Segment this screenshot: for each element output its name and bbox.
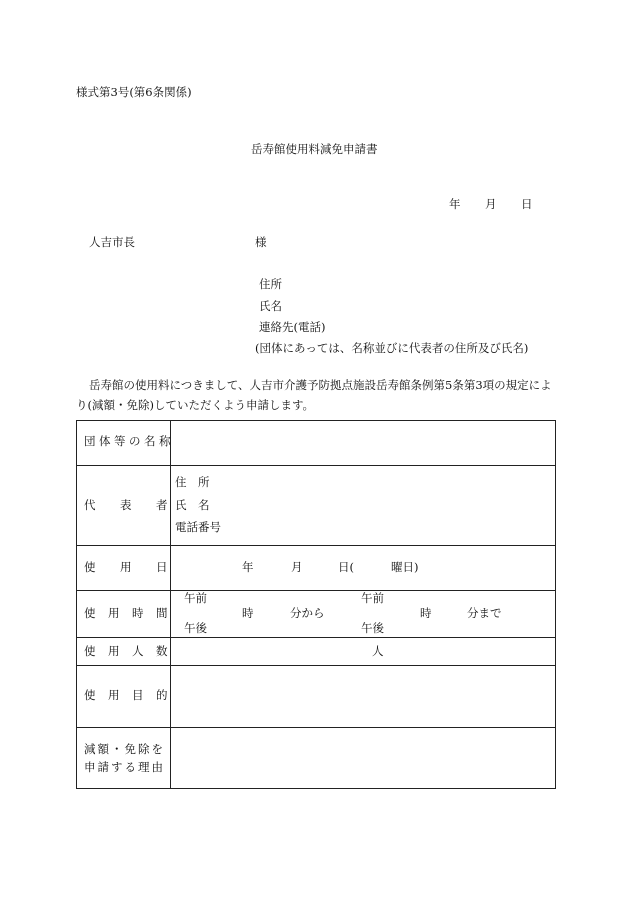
table-row-divider: [76, 590, 556, 591]
table-border-left: [76, 420, 77, 789]
representative-label-char: 代: [84, 498, 96, 512]
reason-label-line-2: 申請する理由: [84, 760, 165, 774]
table-row-divider: [76, 465, 556, 466]
table-row-divider: [76, 637, 556, 638]
table-row-divider: [76, 727, 556, 728]
group-name-field[interactable]: [176, 426, 548, 460]
table-border-right: [555, 420, 556, 789]
use-time-label-char: 間: [156, 606, 168, 620]
body-text-line-1: 岳寿館の使用料につきまして、人吉市介護予防拠点施設岳寿館条例第5条第3項の規定によ: [89, 378, 552, 392]
use-people-unit: 人: [372, 644, 384, 658]
table-row-divider: [76, 665, 556, 666]
use-time-hour-end: 時: [420, 606, 432, 620]
use-date-month: 月: [291, 560, 303, 574]
use-time-label-char: 用: [108, 606, 120, 620]
use-time-pm-end[interactable]: 午後: [361, 621, 384, 635]
group-name-label: 団体等の名称: [84, 434, 174, 448]
applicant-note: (団体にあっては、名称並びに代表者の住所及び氏名): [255, 341, 529, 355]
use-purpose-label-char: 用: [108, 688, 120, 702]
use-date-label-char: 使: [84, 560, 96, 574]
representative-label-char: 表: [120, 498, 132, 512]
representative-label-char: 者: [156, 498, 168, 512]
use-time-am-start[interactable]: 午前: [184, 591, 207, 605]
applicant-name-label: 氏名: [259, 299, 282, 313]
date-year-label: 年: [449, 197, 461, 211]
use-date-weekday: 曜日): [391, 560, 419, 574]
use-time-label-char: 時: [132, 606, 144, 620]
use-time-hour-start: 時: [242, 606, 254, 620]
table-column-divider: [170, 420, 171, 789]
applicant-address-label: 住所: [259, 277, 282, 291]
table-border-bottom: [76, 788, 556, 789]
representative-phone-label: 電話番号: [175, 520, 221, 534]
use-purpose-label-char: 目: [132, 688, 144, 702]
use-time-pm-start[interactable]: 午後: [184, 621, 207, 635]
reason-label-line-1: 減額・免除を: [84, 742, 165, 756]
addressee-honorific: 様: [255, 235, 267, 249]
use-people-label-char: 人: [132, 644, 144, 658]
use-date-label-char: 日: [156, 560, 168, 574]
use-date-day: 日(: [338, 560, 354, 574]
use-time-label-char: 使: [84, 606, 96, 620]
use-time-minute-from: 分から: [290, 606, 325, 620]
body-text-line-2: り(減額・免除)していただくよう申請します。: [76, 398, 315, 412]
use-date-label-char: 用: [120, 560, 132, 574]
use-purpose-field[interactable]: [176, 671, 548, 721]
reason-field[interactable]: [176, 733, 548, 783]
representative-name-label: 氏 名: [175, 498, 210, 512]
use-time-minute-to: 分まで: [467, 606, 502, 620]
representative-address-label: 住 所: [175, 475, 210, 489]
application-table: [76, 420, 556, 789]
form-number: 様式第3号(第6条関係): [76, 85, 192, 99]
table-row-divider: [76, 545, 556, 546]
use-people-label-char: 使: [84, 644, 96, 658]
date-month-label: 月: [485, 197, 497, 211]
use-people-label-char: 用: [108, 644, 120, 658]
table-border-top: [76, 420, 556, 421]
use-time-am-end[interactable]: 午前: [361, 591, 384, 605]
form-title: 岳寿館使用料減免申請書: [251, 142, 378, 156]
use-date-year: 年: [242, 560, 254, 574]
addressee-name: 人吉市長: [89, 235, 135, 249]
use-people-label-char: 数: [156, 644, 168, 658]
use-purpose-label-char: 的: [156, 688, 168, 702]
use-purpose-label-char: 使: [84, 688, 96, 702]
date-day-label: 日: [521, 197, 533, 211]
applicant-contact-label: 連絡先(電話): [259, 320, 326, 334]
